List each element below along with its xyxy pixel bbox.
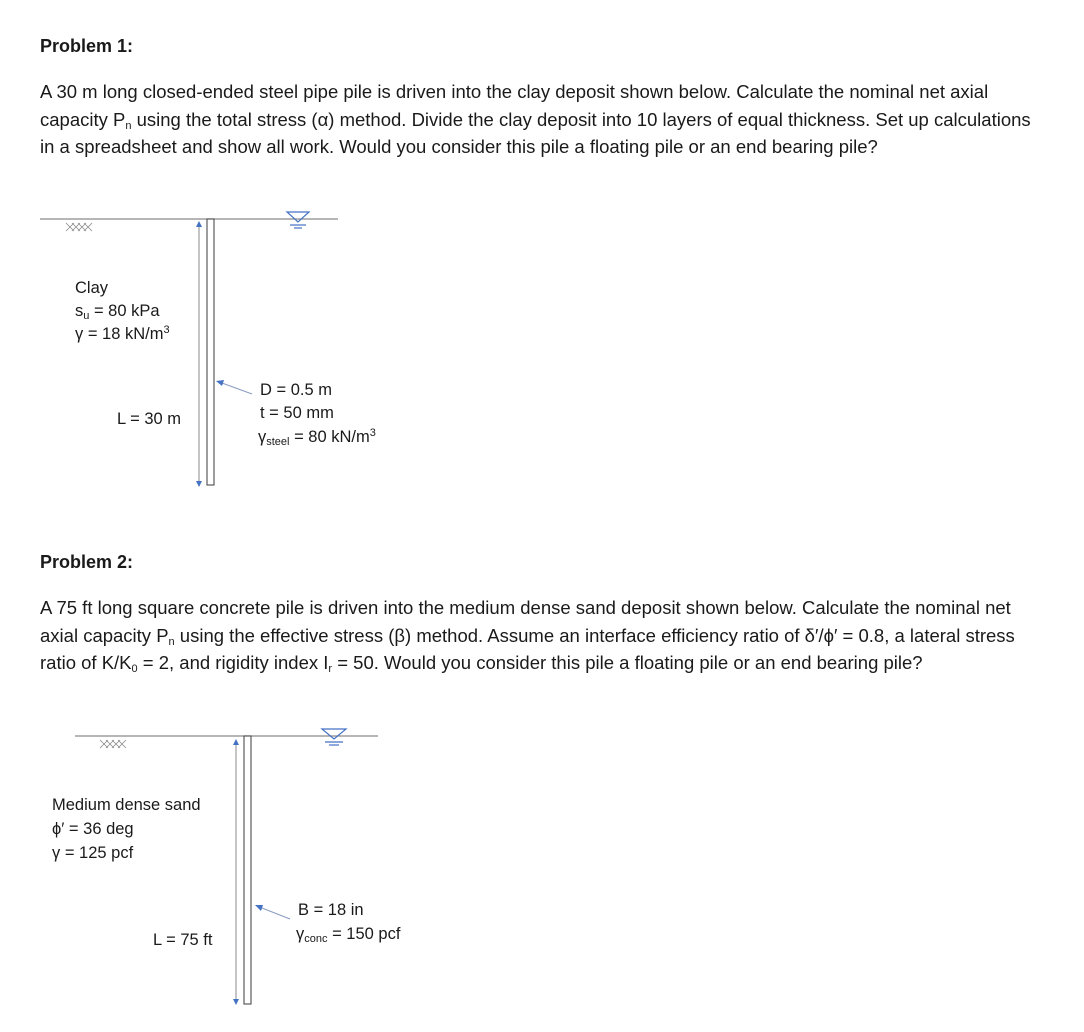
pile-leader-arrow — [216, 380, 252, 394]
pipe-pile — [207, 219, 214, 485]
pile-length-label: L = 30 m — [117, 410, 182, 428]
sand-phi-label: ϕ′ = 36 deg — [52, 820, 134, 838]
length-dimension-arrow — [196, 221, 202, 487]
problem1-statement: A 30 m long closed-ended steel pipe pile is driven into the clay deposit shown below. Calculate the nominal net axial capacity $P_n$ using the total stress (α) method. Divide the clay deposit into 10 layers of equal thickness. Set up calculations in a spreadsheet and show all work. Would you consider this pile a floating pile or an end bearing pile? — [40, 81, 1031, 157]
problem1-heading: Problem 1: — [40, 36, 134, 56]
steel-unit-weight-label: $\gamma_{steel} = 80$ $kN/m^3$ — [258, 427, 376, 448]
sand-label: Medium dense sand — [52, 796, 201, 814]
clay-su-label: $s_u = 80$ kPa — [75, 302, 160, 322]
pile-diameter-label: D = 0.5 m — [260, 381, 332, 399]
clay-label: Clay — [75, 279, 109, 297]
pile-thickness-label: t = 50 mm — [260, 404, 334, 422]
concrete-unit-weight-label: $\gamma_{conc} = 150$ pcf — [296, 925, 401, 945]
pile-length-label-2: L = 75 ft — [153, 931, 213, 949]
sand-gamma-label: γ = 125 pcf — [52, 844, 134, 862]
pile-width-label: B = 18 in — [298, 901, 364, 919]
problem2-heading: Problem 2: — [40, 552, 134, 572]
clay-gamma-label: γ = 18 $kN/m^3$ — [75, 324, 170, 343]
soil-hatch-icon — [66, 223, 92, 231]
problem2-statement: A 75 ft long square concrete pile is driven into the medium dense sand deposit shown below. Calculate the nominal net axial capacity $P_n$ using the effective stress (β) method. Assume an interface efficiency ratio of δ′/ϕ′ = 0.8, a lateral stress ratio of $K/K_0 = 2$, and rigidity index $I_r = 50$. Would you consider this pile a floating pile or an end bearing pile? — [40, 597, 1015, 675]
water-table-icon — [287, 212, 309, 228]
